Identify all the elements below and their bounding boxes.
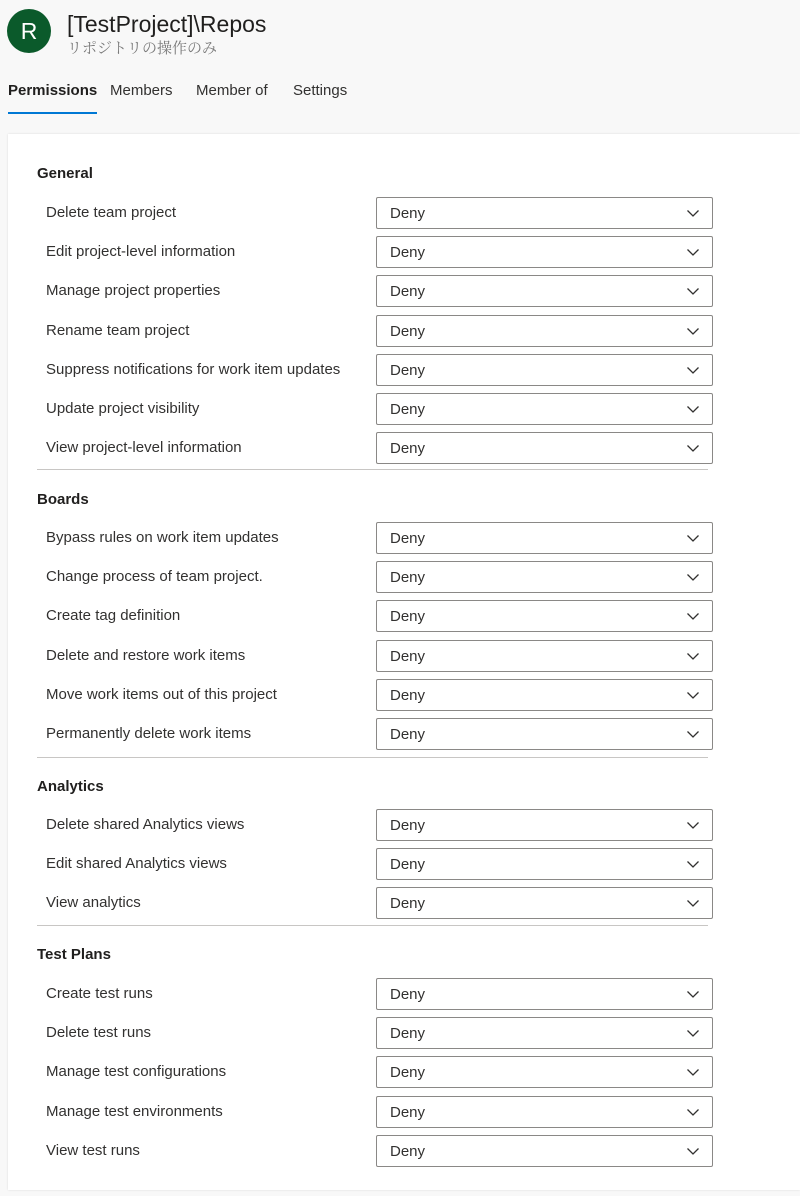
permission-dropdown[interactable] [376,600,713,632]
chevron-down-icon [686,570,700,584]
permission-value: Deny [390,856,426,873]
permission-label: Delete shared Analytics views [46,816,245,833]
section-divider [37,757,708,758]
permission-value: Deny [390,986,426,1003]
section-divider [37,925,708,926]
permission-dropdown[interactable] [376,718,713,750]
section-divider [37,469,708,470]
permission-dropdown[interactable] [376,561,713,593]
permission-label: Delete and restore work items [46,647,246,664]
permission-value: Deny [390,1025,426,1042]
tab-permissions[interactable]: Permissions [8,78,97,114]
permission-label: Permanently delete work items [46,725,252,742]
permission-label: Manage project properties [46,282,221,299]
tab-settings[interactable]: Settings [293,82,348,99]
permission-label: View analytics [46,894,141,911]
permission-dropdown[interactable] [376,679,713,711]
permission-label: Create tag definition [46,607,181,624]
chevron-down-icon [686,1105,700,1119]
chevron-down-icon [686,857,700,871]
permission-dropdown[interactable] [376,197,713,229]
permission-dropdown[interactable] [376,236,713,268]
page-subtitle: リポジトリの操作のみ [67,40,218,57]
permission-value: Deny [390,1143,426,1160]
permission-value: Deny [390,530,426,547]
permission-label: Manage test configurations [46,1063,227,1080]
permission-dropdown[interactable] [376,809,713,841]
permission-value: Deny [390,205,426,222]
permission-label: Suppress notifications for work item updates [46,361,341,378]
permission-label: Edit project-level information [46,243,236,260]
permission-dropdown[interactable] [376,354,713,386]
page-header [0,0,800,134]
tab-member-of[interactable]: Member of [196,82,268,99]
permission-value: Deny [390,895,426,912]
permission-value: Deny [390,323,426,340]
permission-dropdown[interactable] [376,887,713,919]
permission-label: Update project visibility [46,400,200,417]
chevron-down-icon [686,896,700,910]
chevron-down-icon [686,363,700,377]
permission-dropdown[interactable] [376,432,713,464]
avatar: R [7,9,51,53]
section-title: Analytics [37,778,104,795]
permission-label: View test runs [46,1142,140,1159]
permission-label: Delete test runs [46,1024,152,1041]
permission-dropdown[interactable] [376,393,713,425]
permission-value: Deny [390,1064,426,1081]
permission-dropdown[interactable] [376,978,713,1010]
permission-value: Deny [390,283,426,300]
permission-dropdown[interactable] [376,275,713,307]
permission-label: Bypass rules on work item updates [46,529,279,546]
chevron-down-icon [686,987,700,1001]
chevron-down-icon [686,402,700,416]
chevron-down-icon [686,245,700,259]
permission-dropdown[interactable] [376,640,713,672]
chevron-down-icon [686,441,700,455]
section-title: Boards [37,491,89,508]
permission-dropdown[interactable] [376,315,713,347]
permission-dropdown[interactable] [376,1017,713,1049]
chevron-down-icon [686,818,700,832]
permission-value: Deny [390,401,426,418]
permission-label: Edit shared Analytics views [46,855,227,872]
permission-value: Deny [390,1104,426,1121]
chevron-down-icon [686,1144,700,1158]
chevron-down-icon [686,1026,700,1040]
permission-label: Delete team project [46,204,177,221]
permission-value: Deny [390,648,426,665]
chevron-down-icon [686,727,700,741]
permission-value: Deny [390,687,426,704]
permission-value: Deny [390,440,426,457]
chevron-down-icon [686,609,700,623]
permission-dropdown[interactable] [376,1096,713,1128]
section-title: Test Plans [37,946,111,963]
section-title: General [37,165,93,182]
permission-dropdown[interactable] [376,522,713,554]
permission-label: Rename team project [46,322,190,339]
permission-value: Deny [390,608,426,625]
chevron-down-icon [686,1065,700,1079]
permission-label: Move work items out of this project [46,686,277,703]
permission-dropdown[interactable] [376,1056,713,1088]
permission-label: Change process of team project. [46,568,263,585]
chevron-down-icon [686,531,700,545]
permission-dropdown[interactable] [376,848,713,880]
permission-value: Deny [390,726,426,743]
permission-label: Manage test environments [46,1103,223,1120]
chevron-down-icon [686,649,700,663]
permission-label: View project-level information [46,439,242,456]
page-title: [TestProject]\Repos [67,11,267,37]
chevron-down-icon [686,284,700,298]
permission-label: Create test runs [46,985,153,1002]
permission-value: Deny [390,569,426,586]
permission-dropdown[interactable] [376,1135,713,1167]
permission-value: Deny [390,244,426,261]
permission-value: Deny [390,817,426,834]
chevron-down-icon [686,206,700,220]
chevron-down-icon [686,324,700,338]
permission-value: Deny [390,362,426,379]
tab-members[interactable]: Members [110,82,173,99]
chevron-down-icon [686,688,700,702]
